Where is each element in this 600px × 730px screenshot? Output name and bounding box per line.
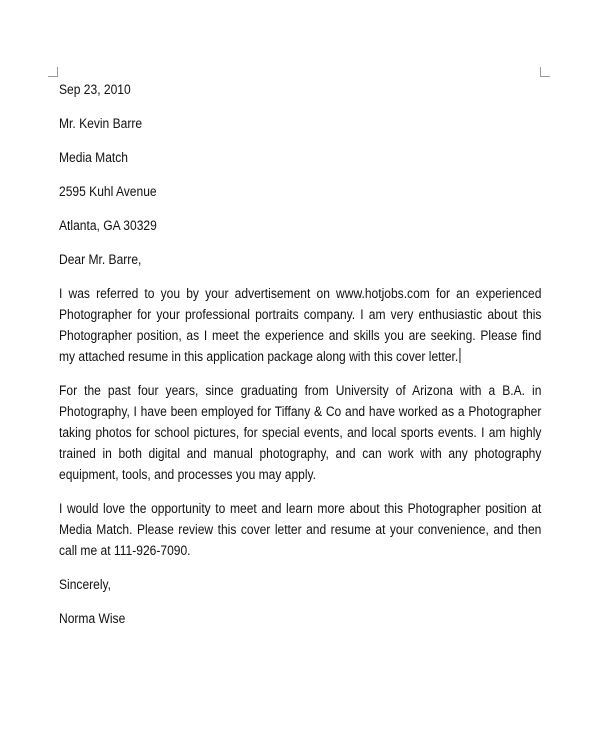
recipient-company: Media Match xyxy=(59,150,128,165)
letter-date: Sep 23, 2010 xyxy=(59,82,131,97)
closing: Sincerely, xyxy=(59,577,112,592)
margin-corner-marker-top-left xyxy=(48,67,58,77)
signature-name: Norma Wise xyxy=(59,611,126,626)
recipient-street: 2595 Kuhl Avenue xyxy=(59,184,157,199)
salutation: Dear Mr. Barre, xyxy=(59,252,142,267)
recipient-city-state-zip: Atlanta, GA 30329 xyxy=(59,218,157,233)
paragraph-referral xyxy=(59,283,541,367)
margin-corner-marker-top-right xyxy=(540,67,550,77)
text-cursor xyxy=(459,348,460,363)
recipient-name: Mr. Kevin Barre xyxy=(59,116,143,131)
paragraph-request: I would love the opportunity to meet and learn more about this Photographer position at Media Match. Please review this cover letter and resume at your convenience, and then call me at 111-926-7090. xyxy=(59,501,542,558)
paragraph-referral-text: I was referred to you by your advertisement on www.hotjobs.com for an experienced Photographer for your professional portraits company. I am very enthusiastic about this Photographer position, as I meet the experience and skills you are seeking. Please find my attached resume in this application package along with this cover letter. xyxy=(59,286,542,364)
letter-body[interactable] xyxy=(59,79,541,629)
paragraph-experience: For the past four years, since graduating from University of Arizona with a B.A. in Photography, I have been employed for Tiffany & Co and have worked as a Photographer taking photos for school pictures, for special events, and local sports events. I am highly trained in both digital and manual photography, and can work with any photography equipment, tools, and processes you may apply. xyxy=(59,383,542,482)
